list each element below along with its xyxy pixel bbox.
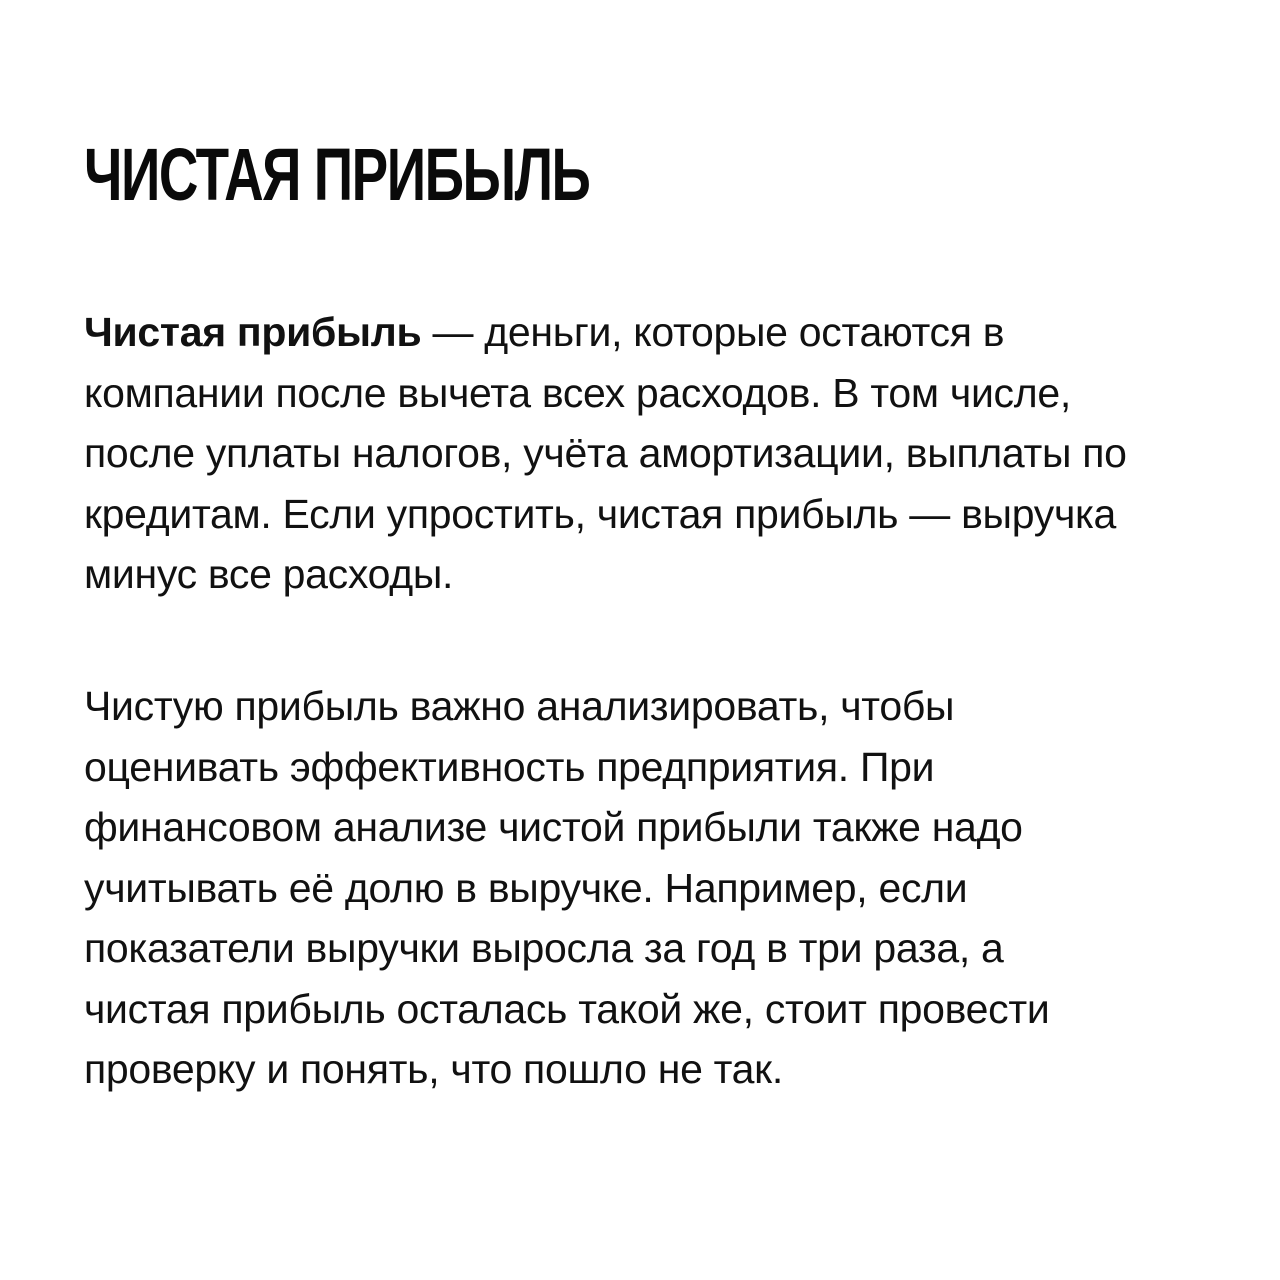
paragraph-line: учитывать её долю в выручке. Например, если bbox=[84, 864, 968, 911]
paragraph-line: кредитам. Если упростить, чистая прибыль — выручка bbox=[84, 490, 1117, 537]
paragraph-line: после уплаты налогов, учёта амортизации, выплаты по bbox=[84, 430, 1127, 476]
page-title: ЧИСТАЯ ПРИБЫЛЬ bbox=[84, 133, 590, 216]
paragraph-line: компании после вычета всех расходов. В том числе, bbox=[84, 369, 1071, 416]
paragraph-line: проверку и понять, что пошло не так. bbox=[84, 1046, 783, 1092]
article bbox=[84, 0, 1244, 1280]
definition-text: — деньги, которые остаются в bbox=[421, 309, 1005, 355]
paragraph-line: минус все расходы. bbox=[84, 551, 454, 597]
paragraph-line bbox=[84, 302, 1127, 363]
paragraph-line: показатели выручки выросла за год в три раза, а bbox=[84, 925, 1004, 971]
paragraph-line: финансовом анализе чистой прибыли также надо bbox=[84, 804, 1023, 850]
defined-term: Чистая прибыль bbox=[84, 309, 422, 355]
analysis-paragraph bbox=[84, 676, 1049, 1100]
paragraph-line: Чистую прибыль важно анализировать, чтобы bbox=[84, 683, 955, 729]
definition-paragraph bbox=[84, 302, 1127, 605]
paragraph-line: чистая прибыль осталась такой же, стоит провести bbox=[84, 985, 1050, 1032]
paragraph-line: оценивать эффективность предприятия. При bbox=[84, 743, 935, 790]
